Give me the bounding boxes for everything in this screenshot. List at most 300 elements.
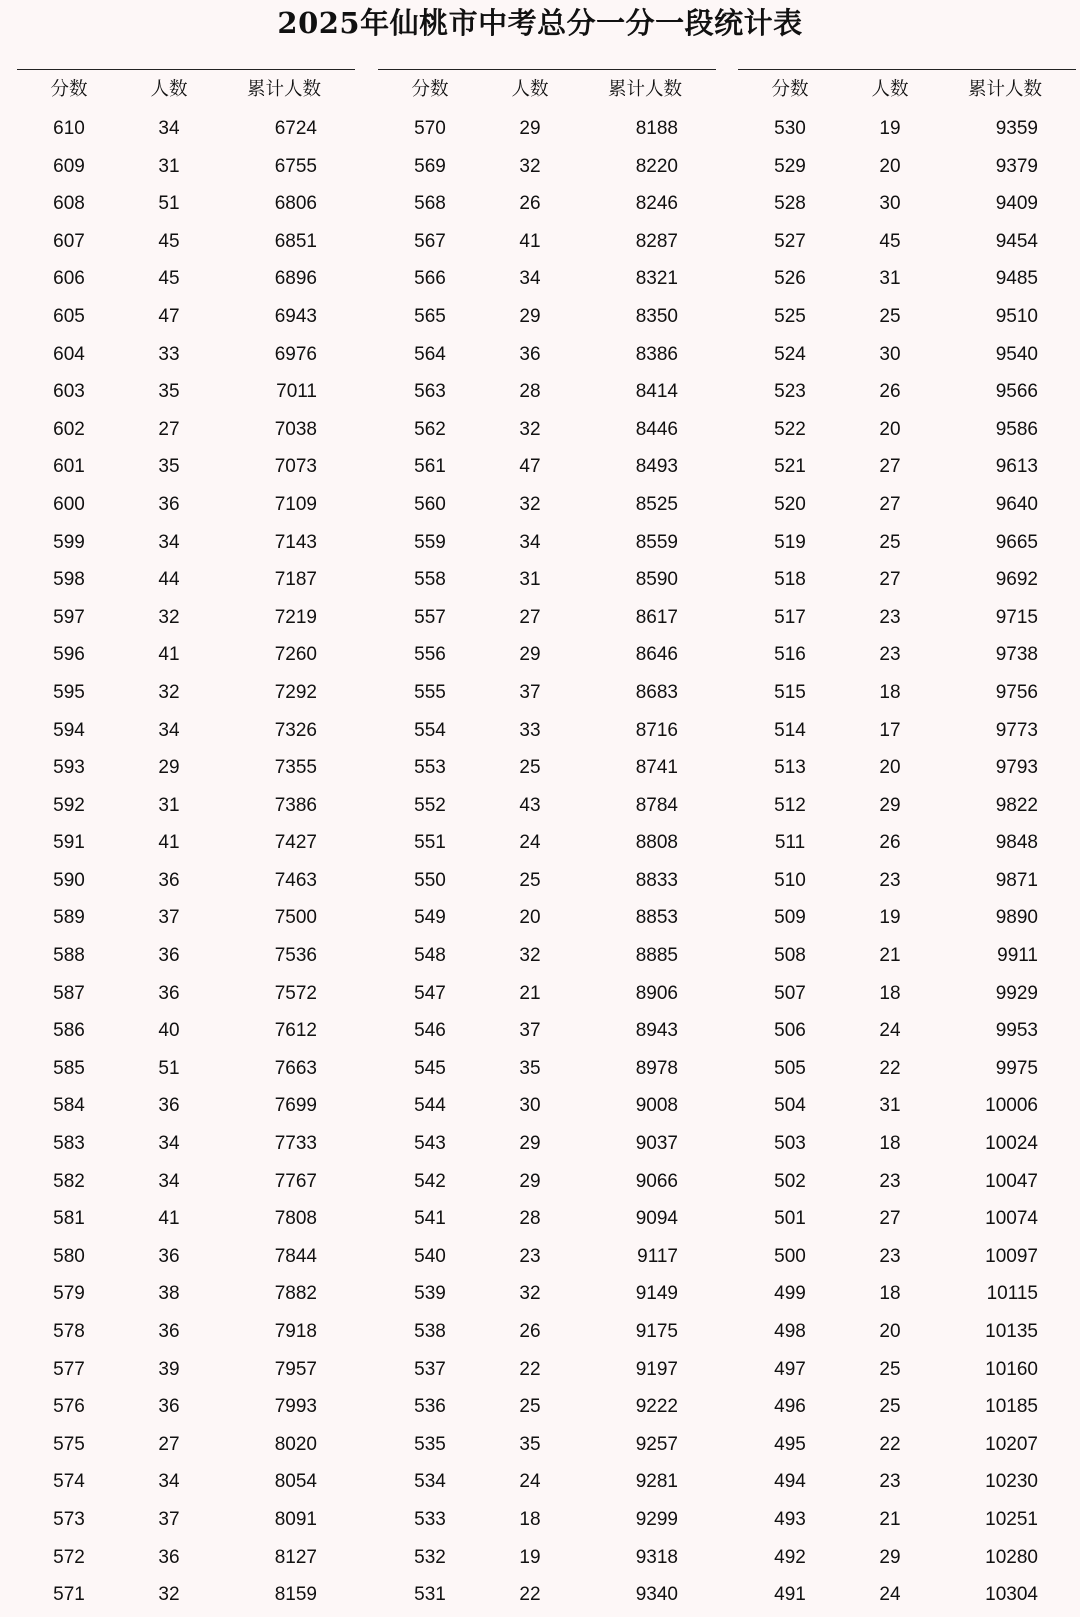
table-row (738, 1351, 1076, 1389)
score-cell: 590 (53, 869, 85, 891)
cumulative-cell: 8386 (635, 343, 678, 365)
table-row (738, 937, 1076, 975)
cumulative-cell: 9738 (995, 644, 1038, 666)
cumulative-cell: 10251 (985, 1508, 1038, 1530)
cumulative-cell: 8350 (635, 305, 678, 327)
table-row (738, 1238, 1076, 1276)
cumulative-cell: 9117 (637, 1245, 678, 1267)
count-cell: 37 (519, 1020, 541, 1042)
table-row (378, 937, 716, 975)
count-cell: 20 (879, 155, 901, 177)
count-cell: 18 (879, 1133, 901, 1155)
score-cell: 536 (414, 1396, 446, 1418)
count-cell: 29 (519, 644, 541, 666)
score-cell: 537 (414, 1358, 446, 1380)
table-row (378, 185, 716, 223)
score-cell: 604 (53, 343, 85, 365)
count-cell: 29 (879, 1546, 901, 1568)
score-cell: 493 (774, 1508, 806, 1530)
score-cell: 516 (774, 644, 806, 666)
table-row (378, 862, 716, 900)
cumulative-cell: 7699 (274, 1095, 317, 1117)
score-cell: 565 (414, 305, 446, 327)
cumulative-cell: 8833 (635, 869, 678, 891)
table-row (738, 1501, 1076, 1539)
score-cell: 495 (774, 1433, 806, 1455)
table-row (17, 373, 355, 411)
count-cell: 22 (519, 1358, 541, 1380)
count-cell: 23 (879, 606, 901, 628)
table-row (738, 1012, 1076, 1050)
cumulative-cell: 7612 (274, 1020, 317, 1042)
table-row (738, 1125, 1076, 1163)
score-cell: 550 (414, 869, 446, 891)
cumulative-cell: 9066 (635, 1170, 678, 1192)
score-cell: 529 (774, 155, 806, 177)
score-cell: 535 (414, 1433, 446, 1455)
table-row (378, 1426, 716, 1464)
table-row (738, 298, 1076, 336)
cumulative-cell: 9340 (635, 1584, 678, 1606)
score-cell: 517 (774, 606, 806, 628)
cumulative-cell: 9613 (995, 456, 1038, 478)
score-cell: 598 (53, 569, 85, 591)
table-row (738, 1388, 1076, 1426)
header-cumulative: 累计人数 (967, 79, 1042, 100)
table-row (17, 1388, 355, 1426)
count-cell: 30 (879, 193, 901, 215)
score-cell: 605 (53, 305, 85, 327)
cumulative-cell: 9197 (635, 1358, 678, 1380)
count-cell: 41 (158, 832, 180, 854)
count-cell: 34 (158, 719, 180, 741)
count-cell: 27 (879, 1208, 901, 1230)
cumulative-cell: 7143 (274, 531, 317, 553)
table-row (738, 1313, 1076, 1351)
cumulative-cell: 8559 (635, 531, 678, 553)
table-row (17, 185, 355, 223)
table-header (378, 74, 716, 106)
cumulative-cell: 7355 (274, 757, 317, 779)
count-cell: 18 (519, 1508, 541, 1530)
cumulative-cell: 9715 (995, 606, 1038, 628)
table-row (738, 1463, 1076, 1501)
score-cell: 594 (53, 719, 85, 741)
score-cell: 500 (774, 1245, 806, 1267)
score-cell: 609 (53, 155, 85, 177)
count-cell: 36 (519, 343, 541, 365)
cumulative-cell: 8683 (635, 681, 678, 703)
score-cell: 554 (414, 719, 446, 741)
score-cell: 494 (774, 1471, 806, 1493)
cumulative-cell: 6724 (274, 118, 317, 139)
cumulative-cell: 7500 (274, 907, 317, 929)
count-cell: 34 (158, 531, 180, 553)
table-row (17, 486, 355, 524)
score-cell: 539 (414, 1283, 446, 1305)
score-cell: 519 (774, 531, 806, 553)
count-cell: 34 (519, 531, 541, 553)
score-cell: 503 (774, 1133, 806, 1155)
table-row (738, 712, 1076, 750)
cumulative-cell: 10304 (985, 1584, 1038, 1606)
score-cell: 579 (53, 1283, 85, 1305)
cumulative-cell: 7219 (274, 606, 317, 628)
cumulative-cell: 9485 (995, 268, 1038, 290)
score-cell: 544 (414, 1095, 446, 1117)
count-cell: 29 (519, 1170, 541, 1192)
count-cell: 28 (519, 1208, 541, 1230)
count-cell: 25 (879, 1396, 901, 1418)
score-cell: 556 (414, 644, 446, 666)
count-cell: 27 (519, 606, 541, 628)
score-cell: 498 (774, 1321, 806, 1342)
cumulative-cell: 9793 (995, 757, 1038, 779)
score-cell: 524 (774, 343, 806, 365)
score-cell: 502 (774, 1170, 806, 1192)
table-row (378, 674, 716, 712)
count-cell: 25 (879, 1358, 901, 1380)
cumulative-cell: 7536 (274, 945, 317, 967)
score-cell: 509 (774, 907, 806, 929)
score-cell: 587 (53, 982, 85, 1004)
cumulative-cell: 8978 (635, 1057, 678, 1079)
count-cell: 32 (158, 606, 180, 628)
table-row (738, 1275, 1076, 1313)
score-cell: 515 (774, 681, 806, 703)
score-cell: 580 (53, 1245, 85, 1267)
cumulative-cell: 7663 (274, 1057, 317, 1079)
cumulative-cell: 9975 (995, 1057, 1038, 1079)
count-cell: 28 (519, 381, 541, 403)
table-row (738, 411, 1076, 449)
score-cell: 600 (53, 493, 85, 515)
score-cell: 512 (774, 794, 806, 816)
cumulative-cell: 7109 (274, 493, 317, 515)
cumulative-cell: 7386 (274, 794, 317, 816)
score-cell: 542 (414, 1170, 446, 1192)
cumulative-cell: 9222 (635, 1396, 678, 1418)
cumulative-cell: 8159 (274, 1584, 317, 1606)
count-cell: 36 (158, 1245, 180, 1267)
table-row (738, 561, 1076, 599)
table-row (378, 448, 716, 486)
count-cell: 51 (158, 1057, 180, 1079)
score-cell: 575 (53, 1433, 85, 1455)
count-cell: 19 (879, 118, 901, 139)
cumulative-cell: 10135 (985, 1321, 1038, 1342)
score-cell: 533 (414, 1508, 446, 1530)
count-cell: 29 (158, 757, 180, 779)
table-row (17, 298, 355, 336)
count-cell: 26 (879, 832, 901, 854)
cumulative-cell: 9175 (635, 1321, 678, 1342)
score-cell: 589 (53, 907, 85, 929)
cumulative-cell: 7882 (274, 1283, 317, 1305)
score-cell: 578 (53, 1321, 85, 1342)
table-header (738, 74, 1076, 106)
table-row (17, 1087, 355, 1125)
count-cell: 36 (158, 1095, 180, 1117)
count-cell: 37 (158, 1508, 180, 1530)
table-row (17, 1200, 355, 1238)
cumulative-cell: 7463 (274, 869, 317, 891)
count-cell: 36 (158, 493, 180, 515)
score-cell: 520 (774, 493, 806, 515)
table-row (738, 185, 1076, 223)
cumulative-cell: 9008 (635, 1095, 678, 1117)
count-cell: 36 (158, 1396, 180, 1418)
count-cell: 31 (519, 569, 541, 591)
score-cell: 527 (774, 230, 806, 252)
cumulative-cell: 8646 (635, 644, 678, 666)
score-cell: 541 (414, 1208, 446, 1230)
score-cell: 548 (414, 945, 446, 967)
cumulative-cell: 9871 (995, 869, 1038, 891)
cumulative-cell: 9094 (635, 1208, 678, 1230)
score-cell: 603 (53, 381, 85, 403)
table-row (17, 336, 355, 374)
score-cell: 534 (414, 1471, 446, 1493)
count-cell: 27 (879, 493, 901, 515)
table-row (378, 561, 716, 599)
page-title: 2025年仙桃市中考总分一分一段统计表 (277, 6, 803, 40)
cumulative-cell: 8808 (635, 832, 678, 854)
cumulative-cell: 9953 (995, 1020, 1038, 1042)
count-cell: 26 (519, 193, 541, 215)
table-row (17, 561, 355, 599)
count-cell: 21 (879, 1508, 901, 1530)
table-row (378, 373, 716, 411)
count-cell: 35 (158, 381, 180, 403)
table-row (17, 524, 355, 562)
table-row (17, 411, 355, 449)
score-cell: 591 (53, 832, 85, 854)
table-row (378, 260, 716, 298)
cumulative-cell: 9773 (995, 719, 1038, 741)
count-cell: 17 (879, 719, 901, 741)
table-row (378, 1125, 716, 1163)
cumulative-cell: 8853 (635, 907, 678, 929)
score-cell: 572 (53, 1546, 85, 1568)
count-cell: 26 (519, 1321, 541, 1342)
cumulative-cell: 8617 (635, 606, 678, 628)
score-cell: 601 (53, 456, 85, 478)
cumulative-cell: 8321 (635, 268, 678, 290)
cumulative-cell: 8054 (274, 1471, 317, 1493)
score-cell: 576 (53, 1396, 85, 1418)
score-cell: 528 (774, 193, 806, 215)
table-row (738, 975, 1076, 1013)
count-cell: 25 (519, 869, 541, 891)
table-row (17, 1501, 355, 1539)
header-score: 分数 (771, 79, 809, 100)
table-body (738, 106, 1076, 1614)
score-cell: 540 (414, 1245, 446, 1267)
score-cell: 597 (53, 606, 85, 628)
count-cell: 36 (158, 1546, 180, 1568)
table-row (378, 1050, 716, 1088)
table-row (378, 1012, 716, 1050)
count-cell: 20 (879, 757, 901, 779)
score-cell: 607 (53, 230, 85, 252)
count-cell: 29 (519, 305, 541, 327)
score-cell: 584 (53, 1095, 85, 1117)
score-cell: 551 (414, 832, 446, 854)
count-cell: 36 (158, 982, 180, 1004)
cumulative-cell: 7260 (274, 644, 317, 666)
score-cell: 562 (414, 418, 446, 440)
table-row (17, 937, 355, 975)
table-row (738, 862, 1076, 900)
table-row (738, 1539, 1076, 1577)
table-row (378, 1351, 716, 1389)
score-cell: 532 (414, 1546, 446, 1568)
cumulative-cell: 7292 (274, 681, 317, 703)
cumulative-cell: 9037 (635, 1133, 678, 1155)
table-row (17, 975, 355, 1013)
cumulative-cell: 8246 (635, 193, 678, 215)
count-cell: 31 (158, 155, 180, 177)
cumulative-cell: 9318 (635, 1546, 678, 1568)
score-cell: 555 (414, 681, 446, 703)
count-cell: 45 (158, 230, 180, 252)
cumulative-cell: 9566 (995, 381, 1038, 403)
count-cell: 31 (879, 268, 901, 290)
score-cell: 569 (414, 155, 446, 177)
score-cell: 504 (774, 1095, 806, 1117)
count-cell: 32 (519, 1283, 541, 1305)
score-cell: 586 (53, 1020, 85, 1042)
cumulative-cell: 8188 (635, 118, 678, 139)
count-cell: 24 (519, 832, 541, 854)
count-cell: 34 (158, 1471, 180, 1493)
score-cell: 573 (53, 1508, 85, 1530)
table-row (378, 223, 716, 261)
cumulative-cell: 8716 (635, 719, 678, 741)
table-row (378, 336, 716, 374)
cumulative-cell: 6943 (274, 305, 317, 327)
score-cell: 583 (53, 1133, 85, 1155)
count-cell: 37 (158, 907, 180, 929)
table-row (738, 110, 1076, 148)
count-cell: 23 (879, 1170, 901, 1192)
count-cell: 24 (519, 1471, 541, 1493)
count-cell: 32 (519, 493, 541, 515)
table-row (738, 486, 1076, 524)
score-cell: 571 (53, 1584, 85, 1606)
score-cell: 514 (774, 719, 806, 741)
score-cell: 499 (774, 1283, 806, 1305)
count-cell: 19 (519, 1546, 541, 1568)
table-row (17, 712, 355, 750)
count-cell: 29 (879, 794, 901, 816)
cumulative-cell: 7073 (274, 456, 317, 478)
cumulative-cell: 6976 (274, 343, 317, 365)
score-cell: 559 (414, 531, 446, 553)
count-cell: 33 (158, 343, 180, 365)
table-row (738, 1087, 1076, 1125)
cumulative-cell: 6896 (274, 268, 317, 290)
table-row (738, 1163, 1076, 1201)
score-cell: 567 (414, 230, 446, 252)
count-cell: 20 (879, 418, 901, 440)
table-row (17, 148, 355, 186)
count-cell: 23 (879, 1245, 901, 1267)
score-cell: 522 (774, 418, 806, 440)
score-cell: 525 (774, 305, 806, 327)
cumulative-cell: 7187 (274, 569, 317, 591)
count-cell: 22 (879, 1057, 901, 1079)
table-row (738, 787, 1076, 825)
score-cell: 568 (414, 193, 446, 215)
table-row (17, 1125, 355, 1163)
score-cell: 518 (774, 569, 806, 591)
table-row (378, 712, 716, 750)
cumulative-cell: 6806 (274, 193, 317, 215)
cumulative-cell: 7011 (276, 381, 317, 403)
table-row (17, 110, 355, 148)
cumulative-cell: 9540 (995, 343, 1038, 365)
cumulative-cell: 10006 (985, 1095, 1038, 1117)
cumulative-cell: 9848 (995, 832, 1038, 854)
count-cell: 24 (879, 1020, 901, 1042)
score-cell: 491 (774, 1584, 806, 1606)
count-cell: 20 (879, 1321, 901, 1342)
score-cell: 560 (414, 493, 446, 515)
score-cell: 574 (53, 1471, 85, 1493)
count-cell: 29 (519, 1133, 541, 1155)
score-cell: 507 (774, 982, 806, 1004)
table-row (378, 1087, 716, 1125)
cumulative-cell: 10024 (985, 1133, 1038, 1155)
table-row (17, 1576, 355, 1614)
count-cell: 41 (158, 644, 180, 666)
table-row (378, 1275, 716, 1313)
cumulative-cell: 10230 (985, 1471, 1038, 1493)
score-cell: 595 (53, 681, 85, 703)
table-row (378, 1313, 716, 1351)
table-row (738, 824, 1076, 862)
cumulative-cell: 9149 (635, 1283, 678, 1305)
score-cell: 549 (414, 907, 446, 929)
header-score: 分数 (50, 79, 88, 100)
cumulative-cell: 8287 (635, 230, 678, 252)
table-row (17, 749, 355, 787)
count-cell: 34 (519, 268, 541, 290)
count-cell: 26 (879, 381, 901, 403)
score-cell: 538 (414, 1321, 446, 1342)
score-cell: 530 (774, 118, 806, 139)
table-row (378, 787, 716, 825)
table-row (738, 223, 1076, 261)
table-row (378, 975, 716, 1013)
count-cell: 21 (519, 982, 541, 1004)
score-cell: 545 (414, 1057, 446, 1079)
table-row (378, 1576, 716, 1614)
cumulative-cell: 8091 (274, 1508, 317, 1530)
table-row (378, 824, 716, 862)
score-cell: 523 (774, 381, 806, 403)
count-cell: 36 (158, 945, 180, 967)
score-cell: 593 (53, 757, 85, 779)
count-cell: 38 (158, 1283, 180, 1305)
cumulative-cell: 9911 (997, 945, 1038, 967)
cumulative-cell: 7427 (274, 832, 317, 854)
score-cell: 506 (774, 1020, 806, 1042)
score-cell: 577 (53, 1358, 85, 1380)
cumulative-cell: 10280 (985, 1546, 1038, 1568)
